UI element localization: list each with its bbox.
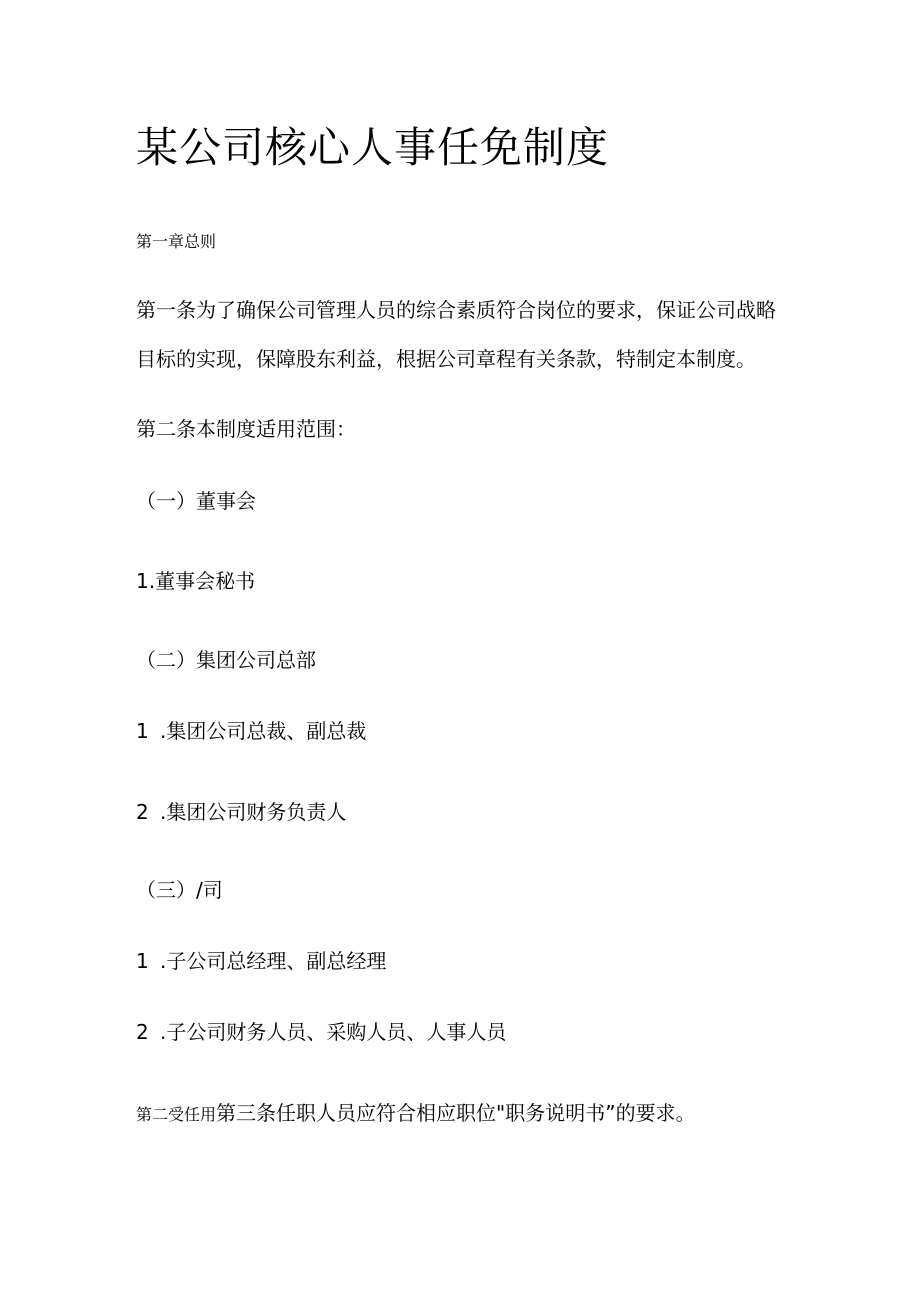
list-number: 2	[136, 800, 149, 824]
chapter-2-heading: 第二受任用	[136, 1105, 217, 1124]
list-text: .子公司总经理、副总经理	[160, 949, 387, 973]
article-3: 第三条任职人员应符合相应职位"职务说明书”的要求。	[216, 1101, 696, 1125]
section-3-item-2	[136, 1017, 506, 1047]
list-text: .集团公司财务负责人	[160, 800, 347, 824]
section-3-heading: （三）/司	[136, 878, 223, 902]
chapter-heading: 第一章总则	[136, 232, 217, 251]
chapter-2-article-3-line	[136, 1098, 696, 1130]
list-text: .子公司财务人员、采购人员、人事人员	[160, 1020, 507, 1044]
section-2-item-2	[136, 797, 346, 827]
section-3-item-1	[136, 946, 386, 976]
list-text: .集团公司总裁、副总裁	[160, 719, 367, 743]
list-number: 1	[136, 719, 149, 743]
section-2-heading: （二）集团公司总部	[136, 648, 316, 672]
list-number: 2	[136, 1020, 149, 1044]
section-1-item-1: 1.董事会秘书	[136, 569, 256, 593]
article-1-line-2: 目标的实现，保障股东利益，根据公司章程有关条款，特制定本制度。	[136, 347, 756, 371]
article-1-line-1: 第一条为了确保公司管理人员的综合素质符合岗位的要求，保证公司战略	[136, 298, 776, 322]
section-1-heading: （一）董事会	[136, 489, 256, 513]
list-number: 1	[136, 949, 149, 973]
section-2-item-1	[136, 716, 366, 746]
article-2: 第二条本制度适用范围：	[136, 417, 356, 441]
document-title: 某公司核心人事任免制度	[136, 123, 610, 172]
